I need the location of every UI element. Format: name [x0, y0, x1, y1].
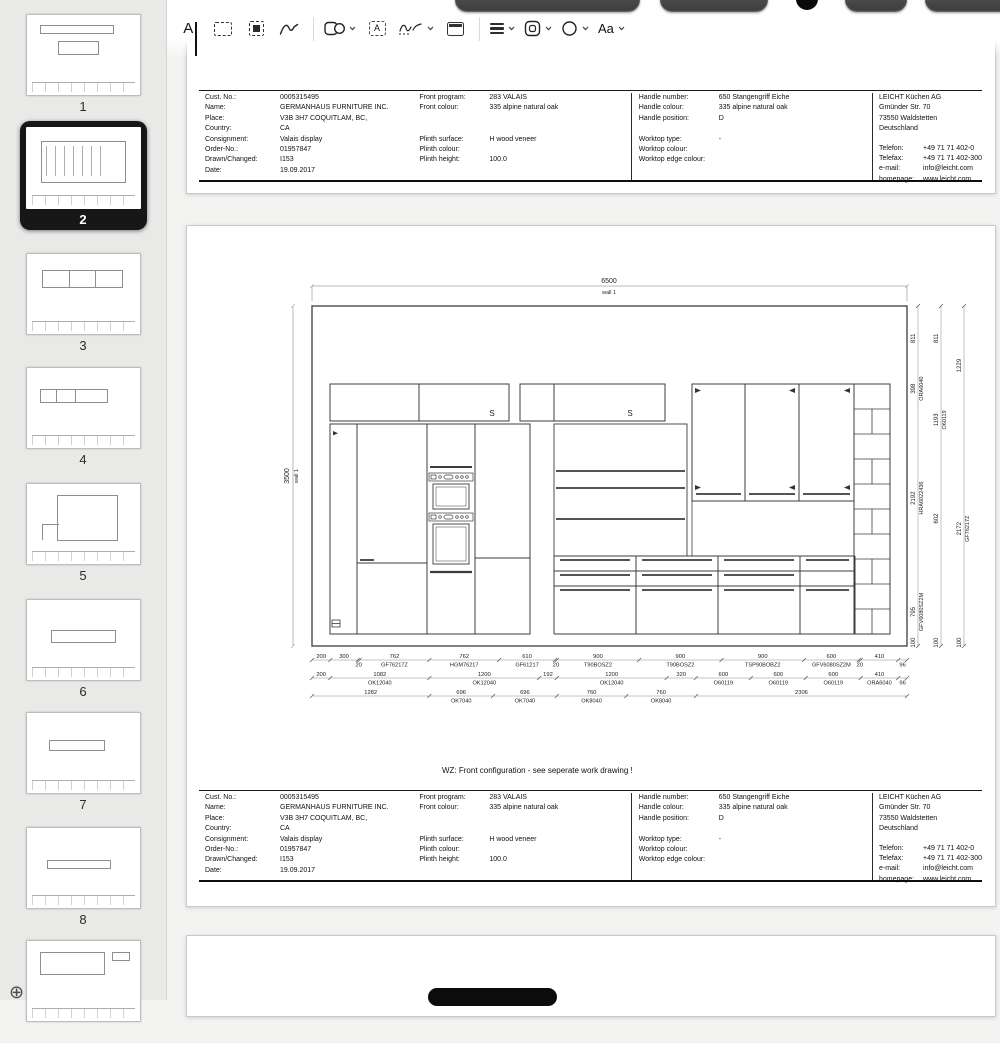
dim-value: 192: [543, 672, 553, 678]
dim-code: GF76217Z: [965, 515, 971, 542]
field-label: Consignment:: [205, 835, 280, 845]
company-line: Deutschland: [879, 124, 982, 134]
dim-left-value: 3500: [284, 468, 291, 484]
sketch-tool[interactable]: [277, 14, 301, 44]
company-line: Gmünder Str. 70: [879, 103, 982, 113]
field-value: 335 alpine natural oak: [719, 103, 872, 113]
page-number: 5: [26, 565, 141, 586]
chevron-down-icon: [349, 26, 356, 31]
field-value: 01957847: [280, 845, 419, 855]
thumbnail-image: [26, 940, 141, 1022]
field-value: [719, 155, 872, 165]
page-thumbnail-9[interactable]: [20, 934, 147, 1043]
pdf-page-3-partial: [186, 935, 996, 1017]
field-value: -: [719, 135, 872, 145]
field-label: Plinth colour:: [419, 845, 489, 855]
field-label: [419, 114, 489, 124]
dim-code: GFV6080SZ2M: [812, 663, 851, 669]
dim-value: 1193: [934, 413, 940, 427]
rectangular-selection-tool[interactable]: [211, 14, 235, 44]
dim-top-value: 6500: [601, 278, 617, 285]
drawing-note: WZ: Front configuration - see seperate work drawing !: [442, 766, 633, 775]
dim-code: ORA6040: [919, 377, 925, 401]
dim-code: TSP90BOBZ2: [745, 663, 780, 669]
field-label: Place:: [205, 114, 280, 124]
title-block: [199, 790, 982, 882]
pdf-page-2: [186, 225, 996, 907]
page-number: 1: [26, 96, 141, 117]
field-value: 01957847: [280, 145, 419, 155]
top-overlay-button-1[interactable]: [455, 0, 640, 12]
field-value: 100.0: [489, 155, 630, 165]
field-label: Country:: [205, 124, 280, 134]
thumbnail-slot-page-2: [16, 121, 150, 230]
note-tool[interactable]: [443, 14, 467, 44]
dim-code: OK8040: [651, 699, 672, 705]
dim-value: 320: [676, 672, 686, 678]
thumbnail-titleblock: [32, 895, 135, 905]
page-thumbnail-4[interactable]: [20, 361, 147, 470]
field-value: I153: [280, 855, 419, 865]
dim-code: GF61217: [515, 663, 538, 669]
field-label: Handle number:: [639, 793, 719, 803]
thumbnail-image: [26, 827, 141, 909]
field-value: 335 alpine natural oak: [489, 103, 630, 113]
field-label: Cust. No.:: [205, 793, 280, 803]
field-label: Plinth colour:: [419, 145, 489, 155]
company-line: Gmünder Str. 70: [879, 803, 982, 813]
sign-tool[interactable]: [398, 14, 434, 44]
thumbnail-image: [26, 14, 141, 96]
dim-value: 1200: [478, 672, 491, 678]
dim-value: 696: [456, 690, 466, 696]
field-value: V3B 3H7 COQUITLAM, BC,: [280, 814, 419, 824]
line-weight-icon: [490, 21, 504, 36]
thumbnail-slot-page-3: [16, 247, 150, 356]
dim-value: 900: [758, 654, 768, 660]
field-value: CA: [280, 824, 419, 834]
field-label: Telefax:: [879, 854, 923, 864]
instant-alpha-tool[interactable]: [244, 14, 268, 44]
dim-code: OK8040: [581, 699, 602, 705]
field-value: [719, 845, 872, 855]
dim-value: 20: [355, 663, 361, 669]
zoom-plus-icon[interactable]: ⊕: [9, 982, 24, 1003]
company-line: LEICHT Küchen AG: [879, 793, 982, 803]
field-label: Consignment:: [205, 135, 280, 145]
dim-value: 1229: [957, 358, 963, 372]
dim-value: 1200: [605, 672, 618, 678]
company-line: 73550 Waldstetten: [879, 114, 982, 124]
dim-value: 20: [857, 663, 863, 669]
dim-code: GFV6080SZ2M: [919, 592, 925, 631]
thumbnail-slot-page-6: [16, 593, 150, 702]
field-label: Handle position:: [639, 814, 719, 824]
field-value: info@leicht.com: [923, 864, 982, 874]
dim-value: 1082: [373, 672, 386, 678]
thumbnail-titleblock: [32, 195, 135, 205]
dim-value: 696: [520, 690, 530, 696]
dim-value: 600: [773, 672, 783, 678]
fill-color-tool[interactable]: [561, 14, 589, 44]
field-value: +49 71 71 402-300: [923, 854, 982, 864]
text-box-tool[interactable]: [365, 14, 389, 44]
text-selection-icon: A: [183, 20, 193, 37]
dim-value: 100: [934, 637, 940, 648]
field-value: 100.0: [489, 855, 630, 865]
dim-value: 2306: [795, 690, 808, 696]
page-number: 3: [26, 335, 141, 356]
field-label: Telefon:: [879, 844, 923, 854]
page-number: 7: [26, 794, 141, 815]
thumbnail-slot-page-7: [16, 706, 150, 815]
field-value: [719, 145, 872, 155]
sketch-squiggle-icon: [279, 22, 299, 36]
field-label: e-mail:: [879, 164, 923, 174]
instant-alpha-icon: [249, 21, 264, 36]
dim-value: 300: [339, 654, 349, 660]
dim-value: 762: [390, 654, 400, 660]
dim-value: 602: [934, 513, 940, 524]
field-label: Name:: [205, 803, 280, 813]
signature-icon: [398, 22, 423, 35]
field-value: 335 alpine natural oak: [719, 803, 872, 813]
shapes-icon: [324, 21, 345, 36]
dim-value: 610: [522, 654, 532, 660]
thumbnail-titleblock: [32, 667, 135, 677]
field-value: [489, 814, 630, 824]
text-style-tool[interactable]: [598, 14, 625, 44]
field-label: Worktop type:: [639, 135, 719, 145]
field-value: [719, 824, 872, 834]
field-value: +49 71 71 402-300: [923, 154, 982, 164]
dim-value: 600: [828, 672, 838, 678]
dim-value: 900: [676, 654, 686, 660]
company-line: Deutschland: [879, 824, 982, 834]
dim-value: 811: [911, 333, 917, 343]
dim-value: 795: [911, 606, 917, 617]
dim-value: 760: [587, 690, 597, 696]
field-value: [719, 124, 872, 134]
field-label: Handle number:: [639, 93, 719, 103]
field-value: 19.09.2017: [280, 166, 419, 176]
field-value: [719, 855, 872, 865]
dim-value: 811: [934, 333, 940, 343]
company-line: 73550 Waldstetten: [879, 814, 982, 824]
field-label: Date:: [205, 866, 280, 876]
field-value: D: [719, 814, 872, 824]
field-label: Front colour:: [419, 803, 489, 813]
field-value: 283 VALAIS: [489, 93, 630, 103]
text-style-icon: Aa: [598, 21, 614, 36]
field-label: [419, 814, 489, 824]
field-value: 19.09.2017: [280, 866, 419, 876]
toolbar-divider: [479, 17, 480, 41]
page-thumbnail-5[interactable]: [20, 477, 147, 586]
dim-value: 410: [875, 672, 885, 678]
field-label: Worktop edge colour:: [639, 155, 719, 165]
company-block: [872, 93, 982, 180]
dim-code: O60119: [714, 681, 734, 687]
field-label: Country:: [205, 824, 280, 834]
field-value: 650 Stangengriff Eiche: [719, 793, 872, 803]
field-label: Name:: [205, 103, 280, 113]
page-thumbnail-8[interactable]: [20, 821, 147, 930]
page-number: 8: [26, 909, 141, 930]
page-thumbnail-1[interactable]: [20, 8, 147, 117]
field-label: Telefon:: [879, 144, 923, 154]
field-label: Cust. No.:: [205, 93, 280, 103]
field-value: Valais display: [280, 835, 419, 845]
dim-code: O60119: [823, 681, 843, 687]
dim-value: 600: [827, 654, 837, 660]
flap-symbol: S: [627, 409, 632, 418]
dim-code: O60119: [942, 410, 948, 429]
note-icon: [447, 22, 464, 36]
field-label: Handle colour:: [639, 103, 719, 113]
page-number: 4: [26, 449, 141, 470]
thumbnail-slot-page-8: [16, 821, 150, 930]
field-label: Telefax:: [879, 154, 923, 164]
thumbnail-image: [26, 127, 141, 209]
thumbnail-image: [26, 599, 141, 681]
dim-value: 200: [316, 672, 326, 678]
field-value: H wood veneer: [489, 135, 630, 145]
field-label: Plinth surface:: [419, 135, 489, 145]
field-label: Plinth surface:: [419, 835, 489, 845]
thumbnail-slot-page-9: [16, 934, 150, 1043]
dim-value: 96: [899, 663, 905, 669]
chevron-down-icon: [427, 26, 434, 31]
field-value: [489, 845, 630, 855]
dim-value: 600: [719, 672, 729, 678]
field-value: [489, 114, 630, 124]
dim-top-label: wall 1: [601, 290, 616, 296]
page-thumbnail-6[interactable]: [20, 593, 147, 702]
thumbnail-titleblock: [32, 82, 135, 92]
top-overlay-button-3[interactable]: [845, 0, 907, 12]
dim-code: HGM76217: [450, 663, 479, 669]
thumbnail-sidebar: [0, 0, 167, 1000]
field-value: [489, 124, 630, 134]
field-label: Drawn/Changed:: [205, 155, 280, 165]
field-value: +49 71 71 402-0: [923, 844, 982, 854]
dashed-rectangle-icon: [214, 22, 232, 36]
field-label: Front program:: [419, 793, 489, 803]
dim-value: 760: [656, 690, 666, 696]
field-label: Plinth height:: [419, 855, 489, 865]
field-label: Handle position:: [639, 114, 719, 124]
thumbnail-image: [26, 483, 141, 565]
thumbnail-slot-page-5: [16, 477, 150, 586]
field-label: [419, 124, 489, 134]
top-overlay-button-2[interactable]: [660, 0, 768, 12]
field-label: Worktop colour:: [639, 845, 719, 855]
thumbnail-titleblock: [32, 1008, 135, 1018]
chevron-down-icon: [508, 26, 515, 31]
dim-code: OK12040: [472, 681, 496, 687]
company-line: LEICHT Küchen AG: [879, 93, 982, 103]
field-value: info@leicht.com: [923, 164, 982, 174]
dim-code: OK12040: [368, 681, 392, 687]
field-label: [639, 824, 719, 834]
text-cursor-beam-icon: [195, 22, 197, 56]
dim-value: 100: [911, 637, 917, 648]
page-thumbnail-3[interactable]: [20, 247, 147, 356]
field-label: Drawn/Changed:: [205, 855, 280, 865]
field-label: Worktop edge colour:: [639, 855, 719, 865]
field-value: V3B 3H7 COQUITLAM, BC,: [280, 114, 419, 124]
thumbnail-image: [26, 253, 141, 335]
field-value: 283 VALAIS: [489, 793, 630, 803]
field-value: H wood veneer: [489, 835, 630, 845]
thumbnail-titleblock: [32, 780, 135, 790]
field-label: Front program:: [419, 93, 489, 103]
field-value: 335 alpine natural oak: [489, 803, 630, 813]
field-value: -: [719, 835, 872, 845]
dim-code: T90BOSZ2: [666, 663, 694, 669]
shapes-tool[interactable]: [324, 14, 356, 44]
field-value: www.leicht.com: [923, 175, 982, 185]
dim-value: 200: [316, 654, 326, 660]
fill-color-icon: [561, 20, 578, 37]
field-label: [419, 824, 489, 834]
dim-value: 398: [911, 383, 917, 394]
border-color-icon: [524, 20, 541, 37]
page-number: 6: [26, 681, 141, 702]
dim-code: OK12040: [600, 681, 624, 687]
dim-value: 900: [593, 654, 603, 660]
field-value: [489, 145, 630, 155]
field-value: GERMANHAUS FURNITURE INC.: [280, 103, 419, 113]
field-label: e-mail:: [879, 864, 923, 874]
field-label: Worktop colour:: [639, 145, 719, 155]
field-label: Plinth height:: [419, 155, 489, 165]
pdf-page-1-partial: [186, 40, 996, 194]
flap-symbol: S: [489, 409, 494, 418]
field-value: I153: [280, 155, 419, 165]
border-color-tool[interactable]: [524, 14, 552, 44]
page-number: [26, 1022, 141, 1043]
chevron-down-icon: [545, 26, 552, 31]
dim-code: ORA6040: [867, 681, 892, 687]
dim-left-label: wall 1: [294, 469, 300, 484]
field-value: 0005315495: [280, 793, 419, 803]
chevron-down-icon: [582, 26, 589, 31]
field-label: Order-No.:: [205, 845, 280, 855]
dim-code: OK7040: [451, 699, 472, 705]
field-label: Worktop type:: [639, 835, 719, 845]
toolbar-divider: [313, 17, 314, 41]
dim-code: O60119: [769, 681, 789, 687]
shape-style-tool[interactable]: [490, 14, 515, 44]
field-value: 0005315495: [280, 93, 419, 103]
dim-code: HRA6022436: [919, 482, 925, 515]
text-box-icon: A: [369, 21, 386, 36]
field-label: Date:: [205, 166, 280, 176]
field-value: GERMANHAUS FURNITURE INC.: [280, 803, 419, 813]
field-value: +49 71 71 402-0: [923, 144, 982, 154]
field-value: [489, 824, 630, 834]
text-selection-tool[interactable]: [178, 14, 202, 44]
page-thumbnail-7[interactable]: [20, 706, 147, 815]
dim-value: 96: [899, 681, 905, 687]
dim-code: T90BOSZ2: [584, 663, 612, 669]
dim-value: 20: [553, 663, 559, 669]
field-label: [639, 124, 719, 134]
field-value: www.leicht.com: [923, 875, 982, 885]
dim-value: 2172: [957, 521, 963, 535]
thumbnail-titleblock: [32, 551, 135, 561]
field-label: Order-No.:: [205, 145, 280, 155]
thumbnail-image: [26, 712, 141, 794]
field-label: Front colour:: [419, 103, 489, 113]
field-label: homepage:: [879, 875, 923, 885]
kitchen-elevation-drawing: [282, 271, 982, 711]
field-label: Place:: [205, 814, 280, 824]
dim-value: 100: [957, 637, 963, 648]
thumbnail-slot-page-1: [16, 8, 150, 117]
page-number: 2: [26, 209, 141, 230]
field-value: Valais display: [280, 135, 419, 145]
page-thumbnail-2[interactable]: [20, 121, 147, 230]
top-overlay-button-4[interactable]: [925, 0, 1000, 12]
dim-value: 762: [459, 654, 469, 660]
field-label: homepage:: [879, 175, 923, 185]
thumbnail-titleblock: [32, 321, 135, 331]
field-value: D: [719, 114, 872, 124]
field-value: 650 Stangengriff Eiche: [719, 93, 872, 103]
chevron-down-icon: [618, 26, 625, 31]
field-label: Handle colour:: [639, 803, 719, 813]
thumbnail-slot-page-4: [16, 361, 150, 470]
thumbnail-titleblock: [32, 435, 135, 445]
dim-code: OK7040: [515, 699, 536, 705]
dim-value: 1282: [364, 690, 377, 696]
title-block: [199, 90, 982, 182]
company-block: [872, 793, 982, 880]
bottom-overlay-pill[interactable]: [428, 988, 557, 1006]
dim-code: GF76217Z: [381, 663, 408, 669]
thumbnail-image: [26, 367, 141, 449]
field-value: CA: [280, 124, 419, 134]
dim-value: 410: [875, 654, 885, 660]
document-view: [167, 0, 1000, 1000]
dim-value: 2192: [911, 491, 917, 505]
